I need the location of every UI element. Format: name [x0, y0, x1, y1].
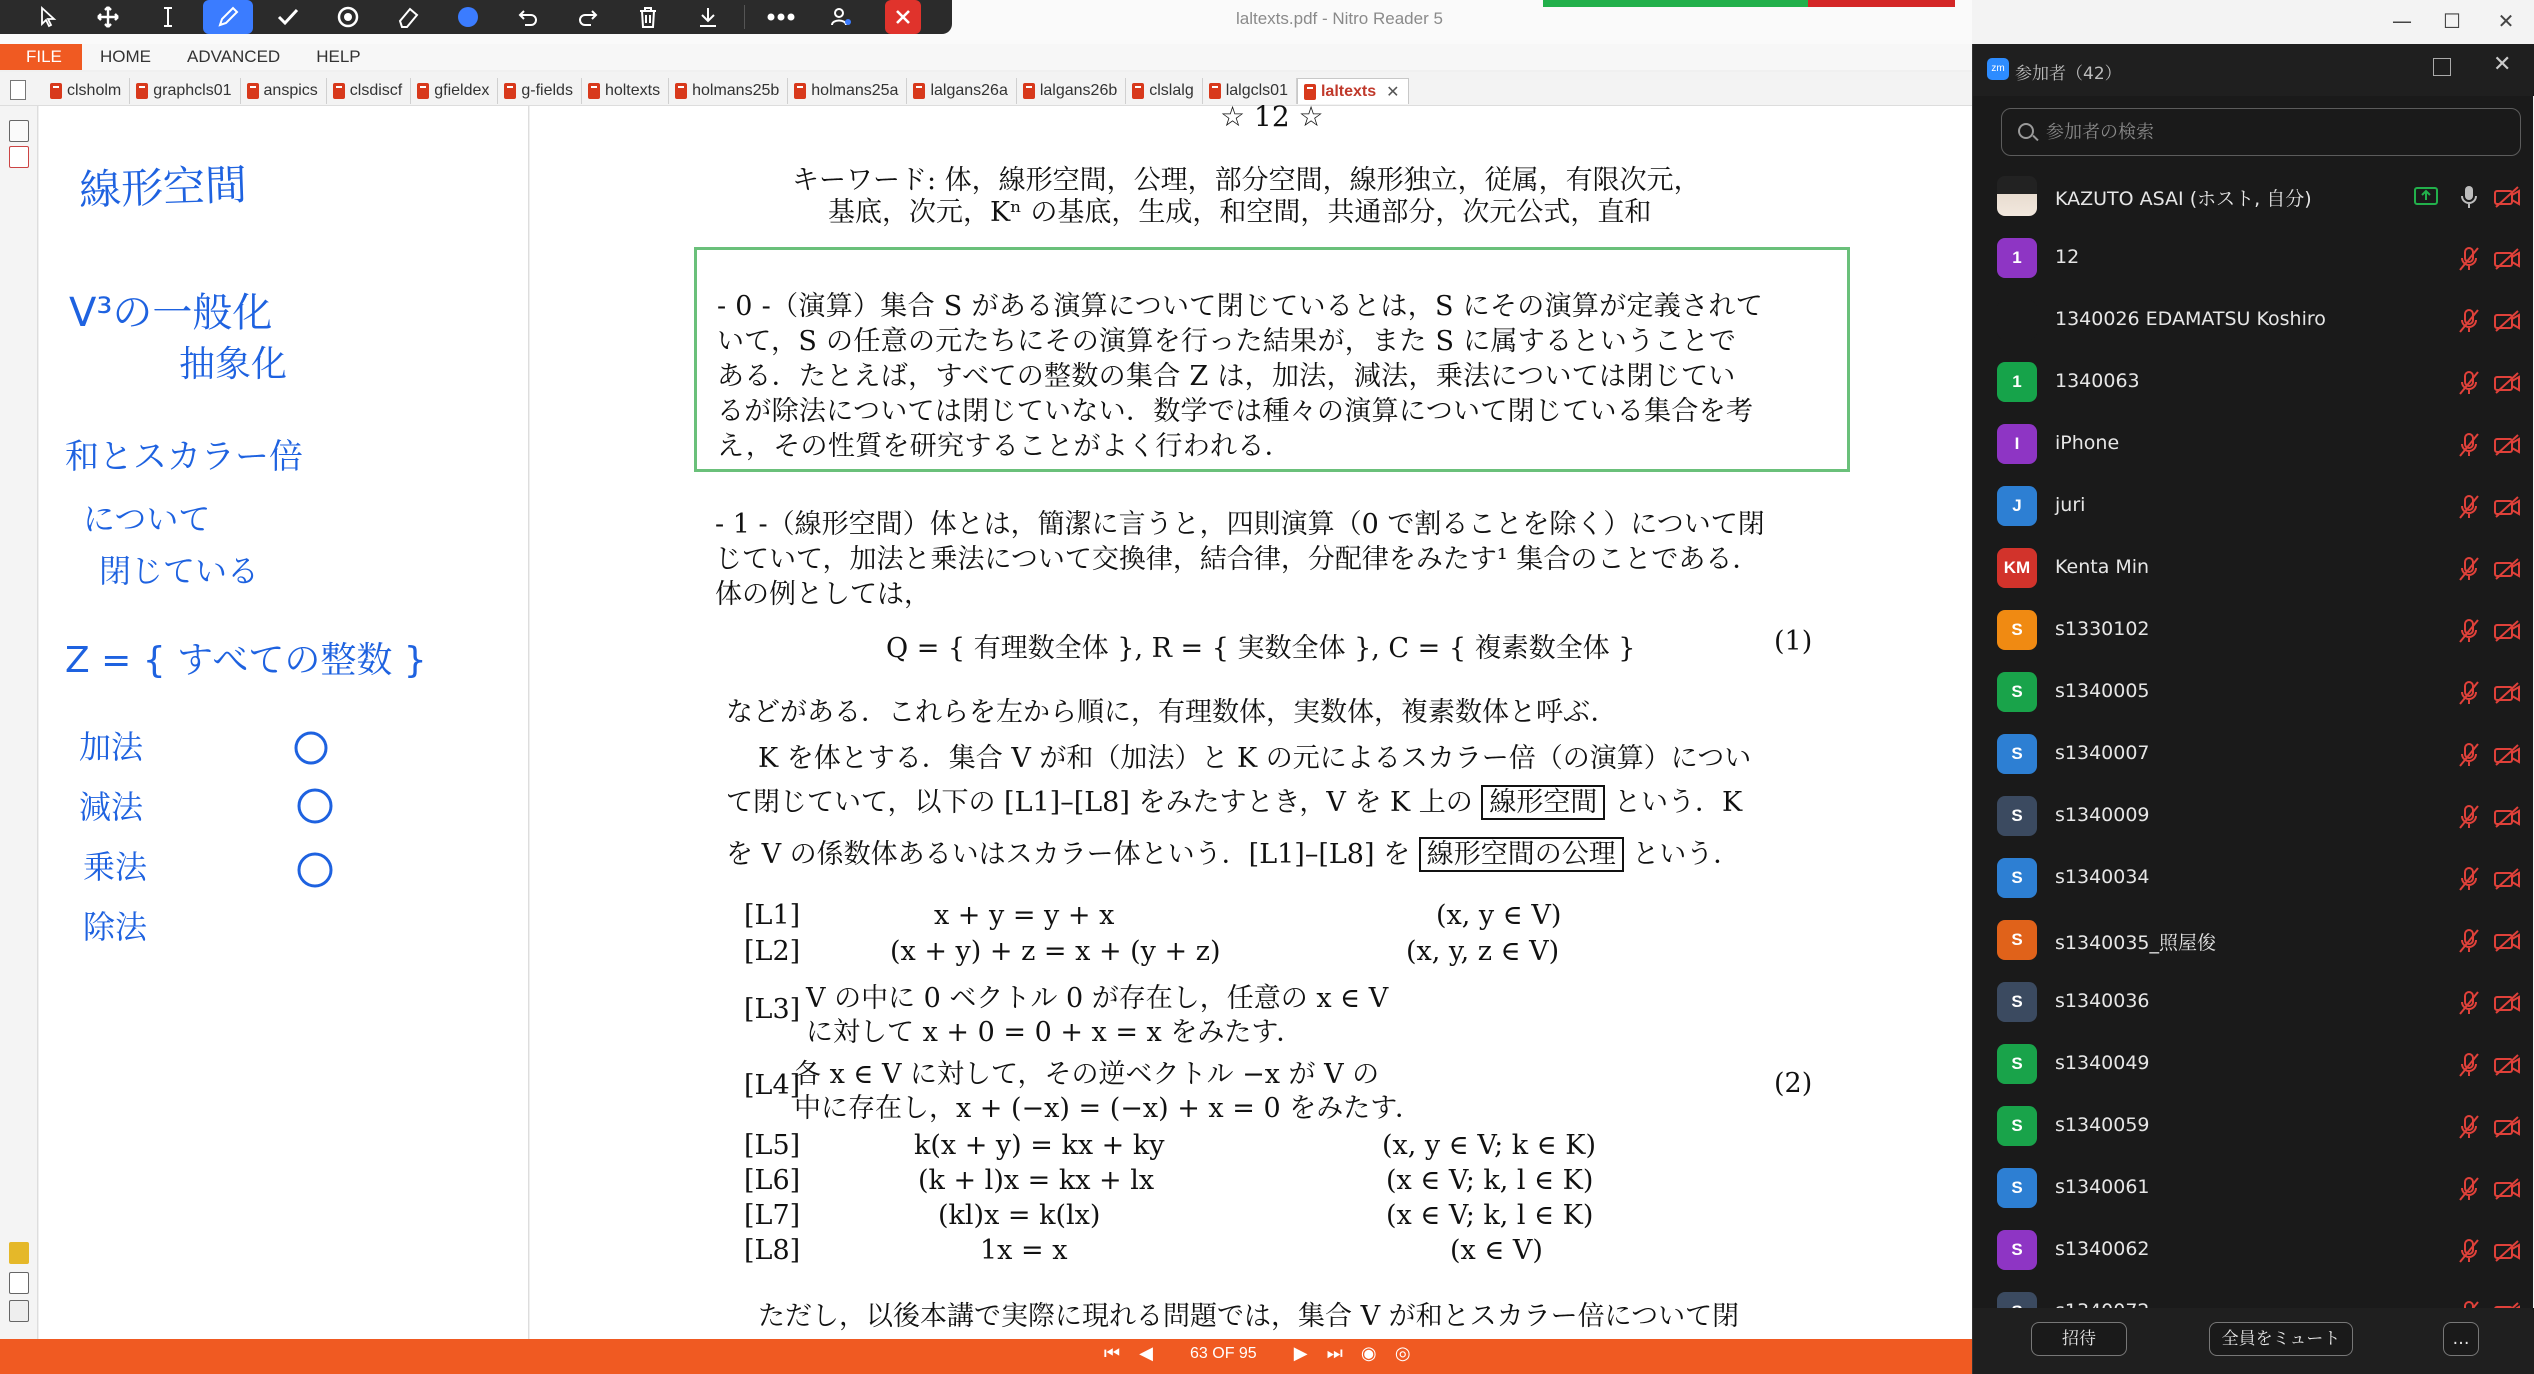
- toolbar-divider: [744, 5, 745, 29]
- last-page-icon[interactable]: ⏭: [1326, 1343, 1343, 1363]
- microphone-muted-icon[interactable]: [2457, 742, 2481, 768]
- microphone-icon[interactable]: [2457, 184, 2481, 210]
- participant-name: s1340036: [2055, 990, 2150, 1012]
- avatar: [1997, 300, 2037, 340]
- redo-icon[interactable]: [558, 0, 618, 34]
- participant-row[interactable]: [1973, 1034, 2534, 1096]
- checkmark-icon[interactable]: [258, 0, 318, 34]
- zoom-logo-icon: zm: [1987, 58, 2009, 80]
- axiom-expr-line1: V の中に 0 ベクトル 0 が存在し，任意の x ∈ V: [806, 983, 1389, 1014]
- participant-name: s1340005: [2055, 680, 2150, 702]
- pdf-file-icon: [504, 83, 516, 99]
- pdf-file-icon: [136, 83, 148, 99]
- eraser-icon[interactable]: [378, 0, 438, 34]
- pen-toolbar: [0, 0, 952, 34]
- document-tab[interactable]: [327, 78, 411, 104]
- notes-canvas[interactable]: [39, 106, 529, 1339]
- camera-off-icon[interactable]: [2493, 310, 2521, 332]
- axiom-cond: (x, y, z ∈ V): [1406, 936, 1560, 967]
- microphone-muted-icon[interactable]: [2457, 928, 2481, 954]
- document-tab[interactable]: [498, 78, 582, 104]
- participant-name: Kenta Min: [2055, 556, 2150, 578]
- paragraph-3-line-c: [726, 832, 1740, 871]
- document-tab[interactable]: [1017, 78, 1126, 104]
- axiom-tag: [L4]: [744, 1070, 801, 1101]
- text-cursor-icon[interactable]: [138, 0, 198, 34]
- paragraph-3c-tail: という．: [1632, 839, 1741, 870]
- participant-row[interactable]: [1973, 538, 2534, 600]
- document-tab-label: lalgans26b: [1039, 82, 1118, 99]
- equation-1-number: (1): [1774, 626, 1813, 657]
- more-options-button[interactable]: …: [2443, 1322, 2479, 1356]
- participant-name: iPhone: [2055, 432, 2120, 454]
- pdf-file-icon: [333, 83, 345, 99]
- axiom-tag: [L6]: [744, 1165, 801, 1196]
- microphone-muted-icon[interactable]: [2457, 246, 2481, 272]
- camera-off-icon[interactable]: [2493, 372, 2521, 394]
- participant-name: s1340049: [2055, 1052, 2150, 1074]
- note-line-4: Z = { すべての整数 }: [65, 640, 427, 681]
- axiom-tag: [L3]: [744, 994, 801, 1025]
- axiom-tag: [L2]: [744, 936, 801, 967]
- equation-1: Q = { 有理数全体 }, R = { 実数全体 }, C = { 複素数全体 }: [886, 633, 1636, 664]
- microphone-muted-icon[interactable]: [2457, 866, 2481, 892]
- camera-off-icon[interactable]: [2493, 992, 2521, 1014]
- document-tab[interactable]: [411, 78, 498, 104]
- trash-icon[interactable]: [618, 0, 678, 34]
- output-panel-icon[interactable]: [9, 1300, 29, 1322]
- document-tab-label: clsholm: [67, 82, 122, 99]
- axiom-expr: (kl)x = k(lx): [938, 1200, 1101, 1231]
- close-icon[interactable]: [885, 0, 921, 34]
- avatar: I: [1997, 424, 2037, 464]
- document-tab[interactable]: [907, 78, 1016, 104]
- paragraph-3-line-b: [726, 780, 1742, 819]
- document-tab-label: laltexts: [1320, 82, 1377, 100]
- pdf-file-icon: [675, 83, 687, 99]
- participant-row[interactable]: [1973, 724, 2534, 786]
- document-tab[interactable]: [788, 78, 907, 104]
- camera-off-icon[interactable]: [2493, 1054, 2521, 1076]
- camera-off-icon[interactable]: [2493, 682, 2521, 704]
- document-tab-label: lalgans26a: [930, 82, 1008, 99]
- avatar: S: [1997, 1230, 2037, 1270]
- note-op-mul: 乗法: [83, 848, 148, 886]
- mute-all-button[interactable]: 全員をミュート: [2209, 1322, 2353, 1356]
- window-title: laltexts.pdf - Nitro Reader 5: [1236, 9, 1443, 28]
- paragraph-1-line: - 1 -（線形空間）体とは，簡潔に言うと，四則演算（0 で割ることを除く）について閉: [715, 509, 1765, 540]
- participant-row[interactable]: [1973, 910, 2534, 972]
- axiom-expr: (k + l)x = kx + lx: [918, 1165, 1155, 1196]
- avatar: S: [1997, 858, 2037, 898]
- axiom-expr-line1: 各 x ∈ V に対して，その逆ベクトル −x が V の: [794, 1059, 1380, 1090]
- avatar: S: [1997, 796, 2037, 836]
- document-tab[interactable]: [582, 78, 669, 104]
- page-counter[interactable]: 63 OF 95: [1190, 1344, 1257, 1362]
- box-line: いて，S の任意の元たちにその演算を行った結果が，また S に属するということで: [717, 326, 1737, 357]
- note-circle-sub-icon: [299, 790, 331, 822]
- axiom-cond: (x ∈ V; k, l ∈ K): [1386, 1165, 1594, 1196]
- camera-off-icon[interactable]: [2493, 186, 2521, 208]
- document-tab-label: holtexts: [604, 82, 661, 99]
- page-thumbnail-icon[interactable]: [10, 80, 26, 100]
- note-line-1: 線形空間: [78, 159, 248, 215]
- document-tab-label: clsdiscf: [349, 82, 403, 99]
- pdf-page: [530, 100, 1972, 1339]
- tab-help[interactable]: HELP: [316, 47, 361, 66]
- first-page-icon[interactable]: ⏮: [1103, 1343, 1121, 1363]
- camera-off-icon[interactable]: [2493, 930, 2521, 952]
- left-rail: [0, 106, 38, 1339]
- pdf-file-icon: [588, 83, 600, 99]
- equation-2-number: (2): [1774, 1068, 1813, 1099]
- pan-icon[interactable]: [78, 0, 138, 34]
- note-line-2a: V³の一般化: [69, 290, 273, 336]
- camera-off-icon[interactable]: [2493, 558, 2521, 580]
- document-tab-list: [44, 78, 1409, 104]
- document-tab[interactable]: [1126, 78, 1202, 104]
- paragraph-1-line: 体の例としては，: [715, 579, 931, 610]
- camera-off-icon[interactable]: [2493, 1240, 2521, 1262]
- microphone-muted-icon[interactable]: [2457, 1052, 2481, 1078]
- note-op-div: 除法: [83, 908, 148, 946]
- camera-off-icon[interactable]: [2493, 620, 2521, 642]
- pdf-page-view[interactable]: [530, 100, 1972, 1339]
- paragraph-2: などがある．これらを左から順に，有理数体，実数体，複素数体と呼ぶ．: [726, 697, 1618, 728]
- avatar: S: [1997, 610, 2037, 650]
- camera-off-icon[interactable]: [2493, 868, 2521, 890]
- keywords-line-2: 基底，次元，Kⁿ の基底，生成，和空間，共通部分，次元公式，直和: [828, 197, 1652, 228]
- file-menu[interactable]: FILE: [0, 44, 82, 70]
- axiom-expr: k(x + y) = kx + ky: [914, 1130, 1165, 1161]
- camera-off-icon[interactable]: [2493, 1178, 2521, 1200]
- screen-share-icon: [2413, 186, 2439, 208]
- participant-name: s1330102: [2055, 618, 2150, 640]
- pdf-file-icon: [1023, 83, 1035, 99]
- participant-name: s1340009: [2055, 804, 2150, 826]
- invite-button[interactable]: 招待: [2031, 1322, 2127, 1356]
- avatar: S: [1997, 1168, 2037, 1208]
- microphone-muted-icon[interactable]: [2457, 308, 2481, 334]
- axiom-tag: [L5]: [744, 1130, 801, 1161]
- forward-view-icon[interactable]: ◎: [1394, 1343, 1411, 1363]
- participant-row[interactable]: [1973, 228, 2534, 290]
- document-tab-label: clslalg: [1149, 82, 1194, 99]
- note-op-add: 加法: [79, 728, 144, 766]
- microphone-muted-icon[interactable]: [2457, 990, 2481, 1016]
- previous-page-icon[interactable]: ◀: [1139, 1343, 1153, 1363]
- note-line-3a: 和とスカラー倍: [65, 437, 303, 477]
- pdf-file-icon: [1209, 83, 1221, 99]
- camera-off-icon[interactable]: [2493, 248, 2521, 270]
- zoom-participants-panel: [1972, 44, 2533, 1374]
- pen-icon[interactable]: [203, 0, 253, 34]
- axiom-expr: x + y = y + x: [934, 900, 1115, 931]
- camera-off-icon[interactable]: [2493, 744, 2521, 766]
- participant-row[interactable]: [1973, 662, 2534, 724]
- paragraph-3c-text: を V の係数体あるいはスカラー体という．[L1]–[L8] を: [726, 839, 1411, 870]
- participant-row[interactable]: [1973, 1158, 2534, 1220]
- participant-name: s1340061: [2055, 1176, 2150, 1198]
- participant-name: juri: [2055, 494, 2086, 516]
- camera-off-icon[interactable]: [2493, 434, 2521, 456]
- box-line: るが除法については閉じていない．数学では種々の演算について閉じている集合を考: [717, 396, 1754, 427]
- definition-box: [694, 247, 1850, 472]
- participant-name: s1340059: [2055, 1114, 2150, 1136]
- tab-advanced[interactable]: ADVANCED: [187, 47, 281, 66]
- participant-row[interactable]: [1973, 972, 2534, 1034]
- participant-row[interactable]: [1973, 352, 2534, 414]
- participant-row[interactable]: [1973, 600, 2534, 662]
- note-line-3b: について: [83, 500, 211, 538]
- document-tab-label: holmans25b: [692, 82, 780, 99]
- participant-row[interactable]: [1973, 414, 2534, 476]
- pdf-file-icon: [417, 83, 429, 99]
- download-icon[interactable]: [678, 0, 738, 34]
- camera-off-icon[interactable]: [2493, 496, 2521, 518]
- participant-name: 1340026 EDAMATSU Koshiro: [2055, 308, 2326, 330]
- screen-share-indicator-green: [1543, 0, 1808, 7]
- camera-off-icon[interactable]: [2493, 806, 2521, 828]
- axiom-expr-line2: に対して x + 0 = 0 + x = x をみたす．: [806, 1017, 1304, 1048]
- microphone-muted-icon[interactable]: [2457, 1176, 2481, 1202]
- paragraph-3b-tail: という．K: [1614, 787, 1743, 818]
- pages-panel-icon[interactable]: [9, 120, 29, 142]
- page-navigation: [1100, 1343, 1415, 1364]
- participant-search-input[interactable]: [2046, 119, 2506, 145]
- note-circle-add-icon: [296, 733, 326, 763]
- microphone-muted-icon[interactable]: [2457, 618, 2481, 644]
- avatar: J: [1997, 486, 2037, 526]
- status-bar: [0, 1339, 1972, 1374]
- ribbon-menu: [0, 44, 1972, 70]
- participants-title: 参加者（42）: [2015, 64, 2122, 84]
- participant-search[interactable]: [2001, 108, 2521, 156]
- avatar: S: [1997, 1106, 2037, 1146]
- axiom-expr-line2: 中に存在し，x + (−x) = (−x) + x = 0 をみたす．: [794, 1093, 1423, 1124]
- paragraph-3b-text: て閉じていて，以下の [L1]–[L8] をみたすとき，V を K 上の: [726, 787, 1473, 818]
- avatar: 1: [1997, 362, 2037, 402]
- participant-row[interactable]: [1973, 290, 2534, 352]
- microphone-muted-icon[interactable]: [2457, 804, 2481, 830]
- axiom-expr: (x + y) + z = x + (y + z): [890, 936, 1221, 967]
- comments-panel-icon[interactable]: [9, 1242, 29, 1264]
- document-tab-label: g-fields: [521, 82, 573, 99]
- document-tab[interactable]: [44, 78, 130, 104]
- close-tab-icon[interactable]: ✕: [1386, 83, 1400, 101]
- undo-icon[interactable]: [498, 0, 558, 34]
- boxed-term-axioms: 線形空間の公理: [1419, 837, 1624, 872]
- axiom-cond: (x, y ∈ V): [1436, 900, 1562, 931]
- microphone-muted-icon[interactable]: [2457, 370, 2481, 396]
- keywords-line-1: キーワード: 体，線形空間，公理，部分空間，線形独立，従属，有限次元，: [792, 165, 1701, 196]
- note-line-3c: 閉じている: [99, 552, 260, 590]
- paragraph-4: ただし，以後本講で実際に現れる問題では，集合 V が和とスカラー倍について閉: [758, 1301, 1740, 1332]
- pdf-file-icon: [794, 83, 806, 99]
- note-line-2b: 抽象化: [179, 344, 288, 385]
- color-dot-icon[interactable]: [438, 0, 498, 34]
- stamp-icon[interactable]: [318, 0, 378, 34]
- pdf-file-icon: [913, 83, 925, 99]
- participant-row[interactable]: [1973, 1096, 2534, 1158]
- box-line: え，その性質を研究することがよく行われる．: [717, 431, 1292, 462]
- document-tab[interactable]: [241, 78, 327, 104]
- document-tab-label: lalgcls01: [1225, 82, 1288, 99]
- more-icon[interactable]: [751, 0, 811, 34]
- bookmarks-panel-icon[interactable]: [9, 146, 29, 168]
- axiom-expr: 1x = x: [980, 1235, 1068, 1266]
- avatar: 1: [1997, 238, 2037, 278]
- microphone-muted-icon[interactable]: [2457, 680, 2481, 706]
- document-tab-label: graphcls01: [153, 82, 232, 99]
- pdf-file-icon: [1304, 84, 1316, 100]
- note-circle-mul-icon: [299, 854, 331, 886]
- avatar: S: [1997, 982, 2037, 1022]
- close-window-button[interactable]: ✕: [2497, 9, 2515, 33]
- participant-row[interactable]: [1973, 476, 2534, 538]
- page-heading: ☆ 12 ☆: [1220, 100, 1324, 133]
- document-tab-label: holmans25a: [811, 82, 899, 99]
- document-tabs: [0, 72, 1972, 106]
- participants-header: [1973, 44, 2534, 96]
- document-tab[interactable]: [669, 78, 788, 104]
- box-line: - 0 -（演算）集合 S がある演算について閉じているとは，S にその演算が定義されて: [717, 291, 1763, 322]
- close-panel-button[interactable]: ✕: [2493, 52, 2512, 77]
- screen-share-indicator-red: [1808, 0, 1955, 7]
- participants-footer: [1973, 1308, 2534, 1374]
- avatar: S: [1997, 734, 2037, 774]
- participant-row[interactable]: [1973, 166, 2534, 228]
- handwritten-notes-pane[interactable]: [39, 106, 529, 1339]
- participant-list: [1973, 166, 2534, 1308]
- microphone-muted-icon[interactable]: [2457, 1114, 2481, 1140]
- axiom-cond: (x, y ∈ V; k ∈ K): [1382, 1130, 1597, 1161]
- participant-row[interactable]: [1973, 1220, 2534, 1282]
- participant-name: s1340062: [2055, 1238, 2150, 1260]
- boxed-term-linear-space: 線形空間: [1481, 785, 1605, 820]
- avatar: S: [1997, 672, 2037, 712]
- participant-name: KAZUTO ASAI (ホスト, 自分): [2055, 188, 2312, 210]
- participant-name: s1340007: [2055, 742, 2150, 764]
- participant-name: s1340034: [2055, 866, 2150, 888]
- pdf-file-icon: [1132, 83, 1144, 99]
- note-op-sub: 減法: [79, 788, 144, 826]
- paragraph-1-line: じていて，加法と乗法について交換律，結合律，分配律をみたす¹ 集合のことである．: [715, 544, 1760, 575]
- axiom-cond: (x ∈ V): [1450, 1235, 1543, 1266]
- avatar: S: [1997, 920, 2037, 960]
- avatar: S: [1997, 1044, 2037, 1084]
- participant-name: 1340063: [2055, 370, 2140, 392]
- select-arrow-icon[interactable]: [18, 0, 78, 34]
- document-tab[interactable]: [130, 78, 240, 104]
- participant-name: s1340035_照屋俊: [2055, 932, 2217, 954]
- camera-off-icon[interactable]: [2493, 1116, 2521, 1138]
- microphone-muted-icon[interactable]: [2457, 494, 2481, 520]
- tab-home[interactable]: HOME: [100, 47, 151, 66]
- axiom-tag: [L8]: [744, 1235, 801, 1266]
- next-page-icon[interactable]: ▶: [1293, 1343, 1308, 1363]
- axiom-cond: (x ∈ V; k, l ∈ K): [1386, 1200, 1594, 1231]
- document-tab-label: anspics: [263, 82, 318, 99]
- box-line: ある．たとえば，すべての整数の集合 Z は，加法，減法，乗法については閉じてい: [717, 361, 1736, 392]
- avatar: KM: [1997, 548, 2037, 588]
- document-tab-label: gfieldex: [434, 82, 490, 99]
- attachments-panel-icon[interactable]: [9, 1272, 29, 1294]
- search-icon: [2018, 123, 2034, 139]
- participant-name: 12: [2055, 246, 2080, 268]
- microphone-muted-icon[interactable]: [2457, 1238, 2481, 1264]
- participant-row[interactable]: [1973, 786, 2534, 848]
- minimize-button[interactable]: —: [2392, 9, 2412, 33]
- microphone-muted-icon[interactable]: [2457, 556, 2481, 582]
- axiom-tag: [L7]: [744, 1200, 801, 1231]
- popout-button[interactable]: [2433, 58, 2451, 76]
- axiom-tag: [L1]: [744, 900, 801, 931]
- microphone-muted-icon[interactable]: [2457, 432, 2481, 458]
- maximize-button[interactable]: ☐: [2443, 9, 2461, 33]
- paragraph-3-line-a: K を体とする．集合 V が和（加法）と K の元によるスカラー倍（の演算）につい: [758, 743, 1752, 774]
- pdf-file-icon: [247, 83, 259, 99]
- avatar: [1997, 176, 2037, 216]
- pdf-file-icon: [50, 83, 62, 99]
- share-icon[interactable]: [811, 0, 871, 34]
- back-view-icon[interactable]: ◉: [1360, 1343, 1377, 1363]
- participant-row[interactable]: [1973, 848, 2534, 910]
